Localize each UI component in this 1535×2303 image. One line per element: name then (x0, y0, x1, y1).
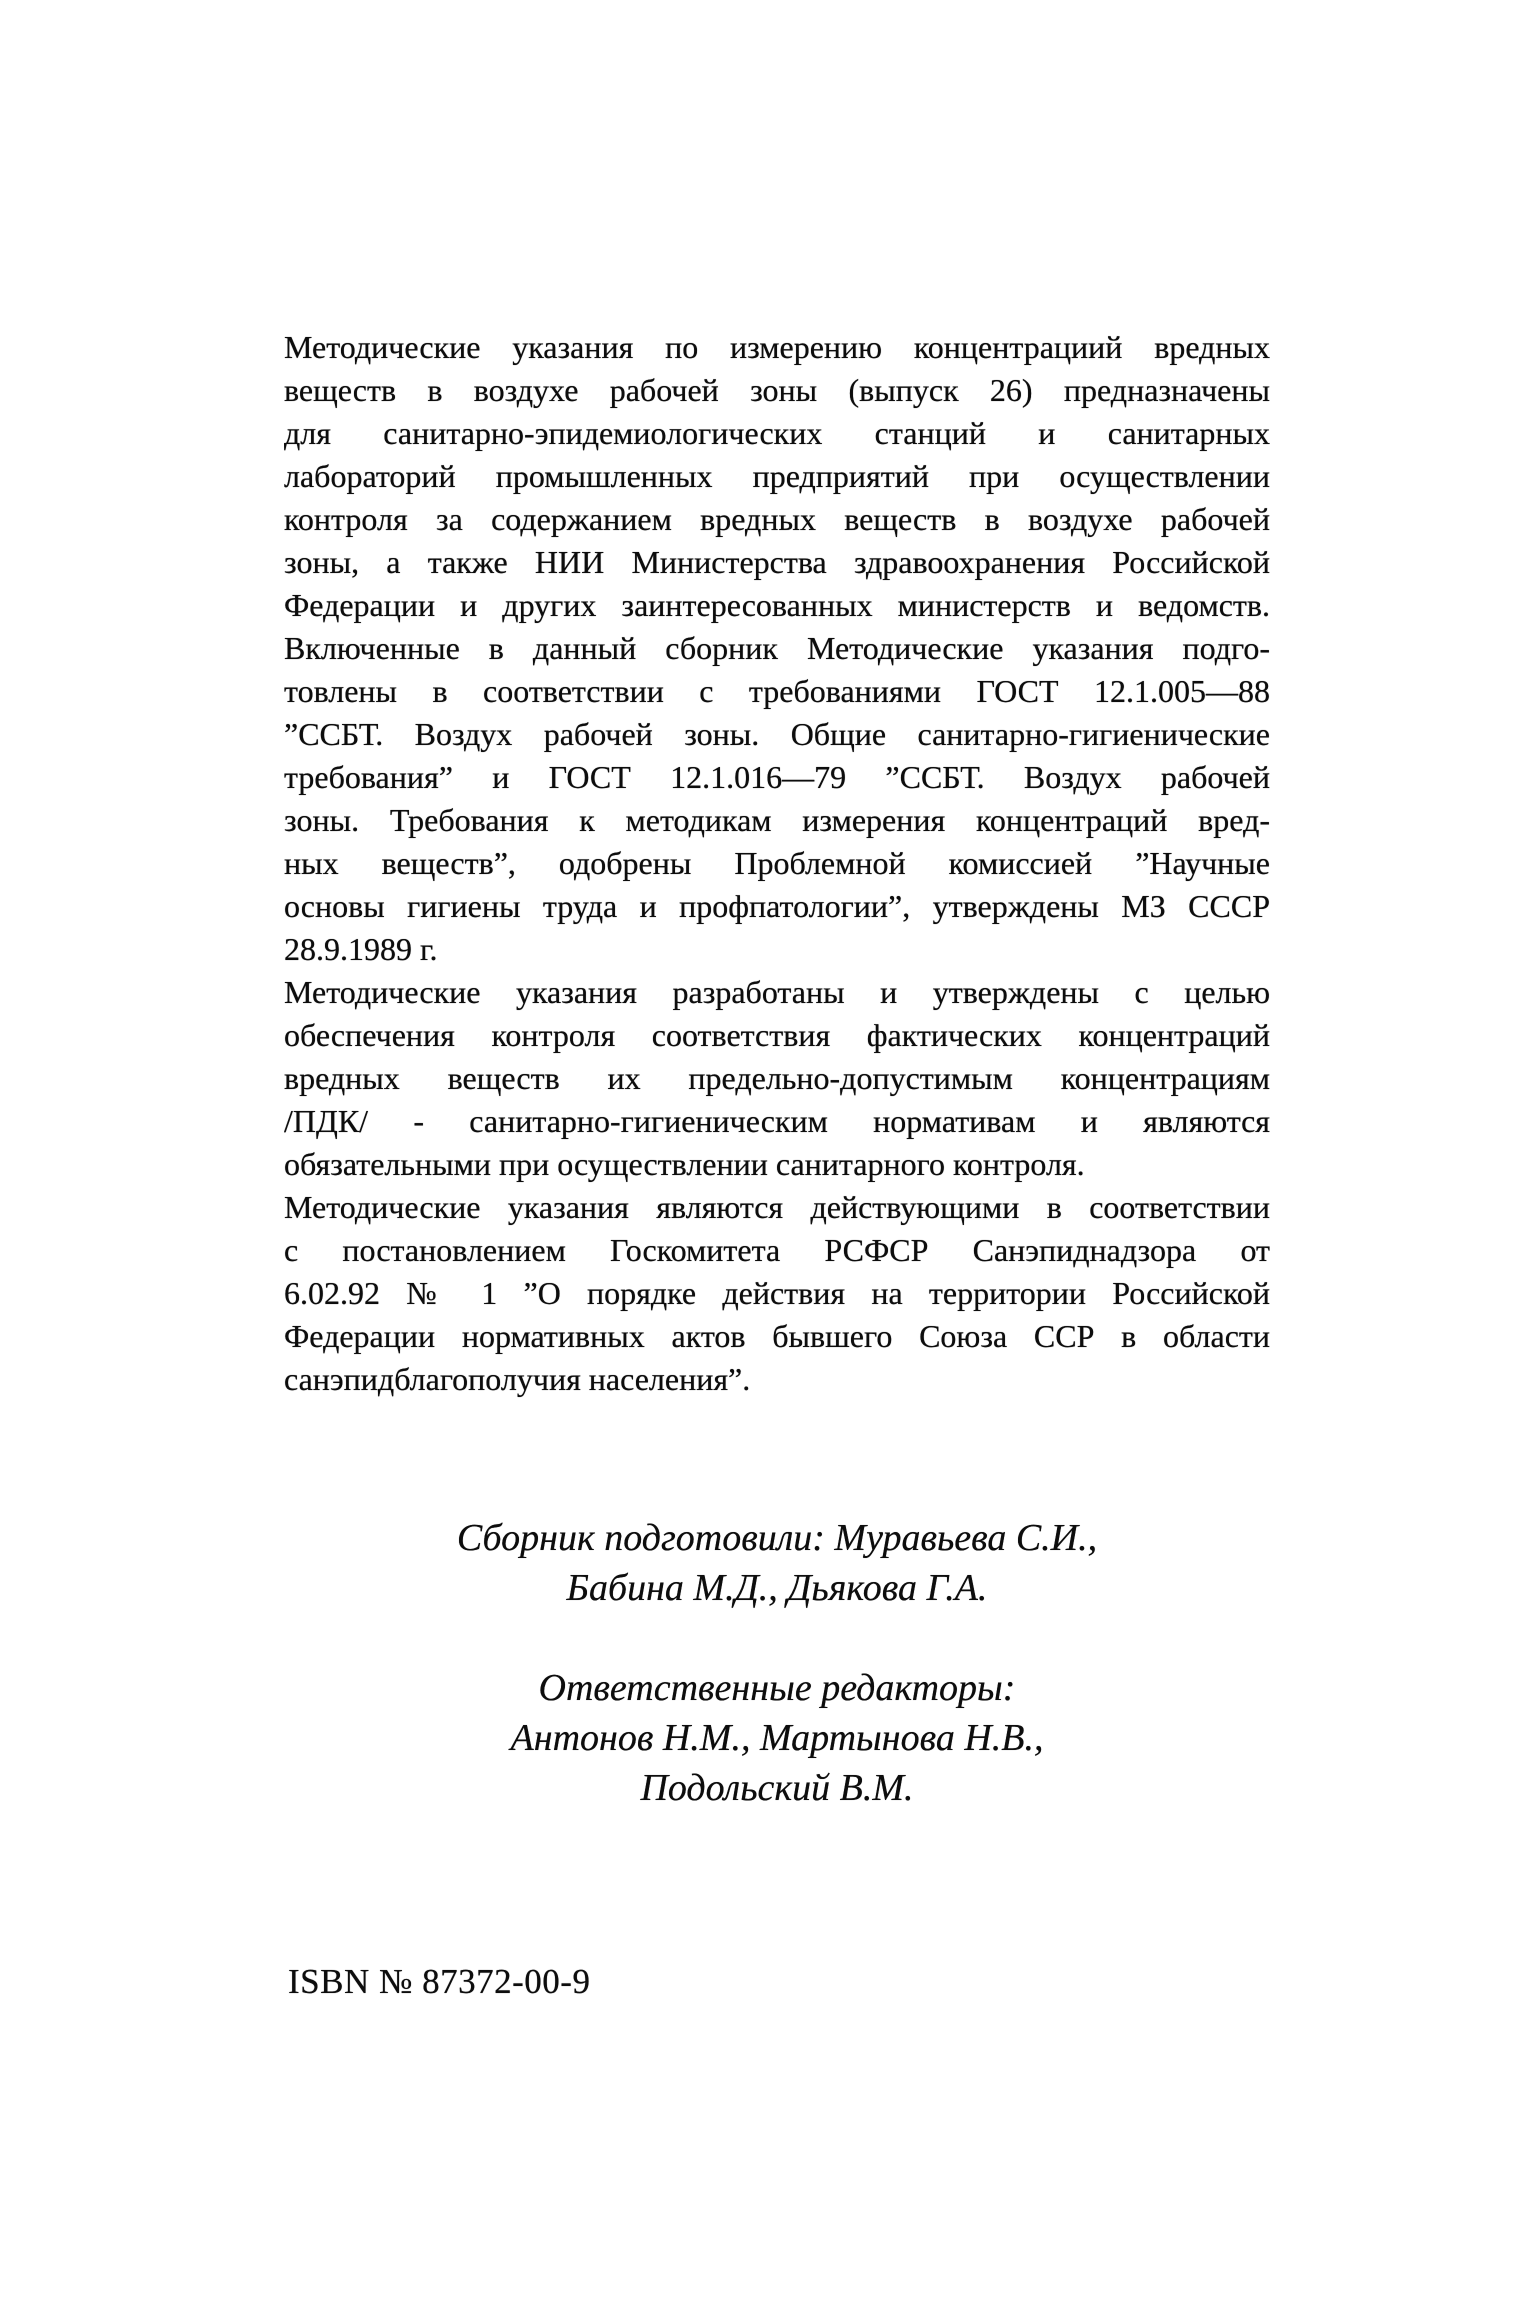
text-line: 6.02.92 № 1 ”О порядке действия на территории Российской (284, 1275, 1270, 1311)
compilers-line: Сборник подготовили: Муравьева С.И., (456, 1517, 1098, 1559)
compilers-block (284, 1513, 1270, 1613)
text-line: Включенные в данный сборник Методические указания подго- (284, 630, 1270, 666)
text-line: ных веществ”, одобрены Проблемной комиссией ”Научные (284, 845, 1270, 881)
text-line: основы гигиены труда и профпатологии”, утверждены МЗ СССР (284, 888, 1270, 924)
text-line: 28.9.1989 г. (284, 931, 438, 967)
annotation-text-block (284, 326, 1270, 1401)
text-line: зоны, а также НИИ Министерства здравоохранения Российской (284, 544, 1270, 580)
text-line: обеспечения контроля соответствия фактических концентраций (284, 1017, 1270, 1053)
editors-heading: Ответственные редакторы: (538, 1667, 1016, 1709)
text-line: Федерации нормативных актов бывшего Союза ССР в области (284, 1318, 1270, 1354)
text-line: товлены в соответствии с требованиями ГОСТ 12.1.005—88 (284, 673, 1270, 709)
text-line: контроля за содержанием вредных веществ в воздухе рабочей (284, 501, 1270, 537)
text-line: ”ССБТ. Воздух рабочей зоны. Общие санитарно-гигиенические (284, 716, 1270, 752)
isbn-line: ISBN № 87372-00-9 (288, 1962, 591, 2001)
text-line: лабораторий промышленных предприятий при осуществлении (284, 458, 1270, 494)
text-line: веществ в воздухе рабочей зоны (выпуск 26) предназначены (284, 372, 1270, 408)
text-line: с постановлением Госкомитета РСФСР Санэпиднадзора от (284, 1232, 1270, 1268)
text-line: для санитарно-эпидемиологических станций и санитарных (284, 415, 1270, 451)
compilers-line: Бабина М.Д., Дьякова Г.А. (566, 1567, 988, 1609)
text-line: Методические указания по измерению концентрациий вредных (284, 329, 1270, 365)
text-line: зоны. Требования к методикам измерения концентраций вред- (284, 802, 1270, 838)
text-line: /ПДК/ - санитарно-гигиеническим нормативам и являются (284, 1103, 1270, 1139)
editors-line: Антонов Н.М., Мартынова Н.В., (510, 1717, 1044, 1759)
text-line: Методические указания разработаны и утверждены с целью (284, 974, 1270, 1010)
text-line: Методические указания являются действующими в соответствии (284, 1189, 1270, 1225)
text-line: обязательными при осуществлении санитарного контроля. (284, 1146, 1085, 1182)
editors-block (284, 1663, 1270, 1813)
text-line: требования” и ГОСТ 12.1.016—79 ”ССБТ. Воздух рабочей (284, 759, 1270, 795)
editors-line: Подольский В.М. (640, 1767, 914, 1809)
text-line: вредных веществ их предельно-допустимым концентрациям (284, 1060, 1270, 1096)
credits-block (284, 1513, 1270, 1813)
text-line: санэпидблагополучия населения”. (284, 1361, 751, 1397)
text-line: Федерации и других заинтересованных министерств и ведомств. (284, 587, 1270, 623)
